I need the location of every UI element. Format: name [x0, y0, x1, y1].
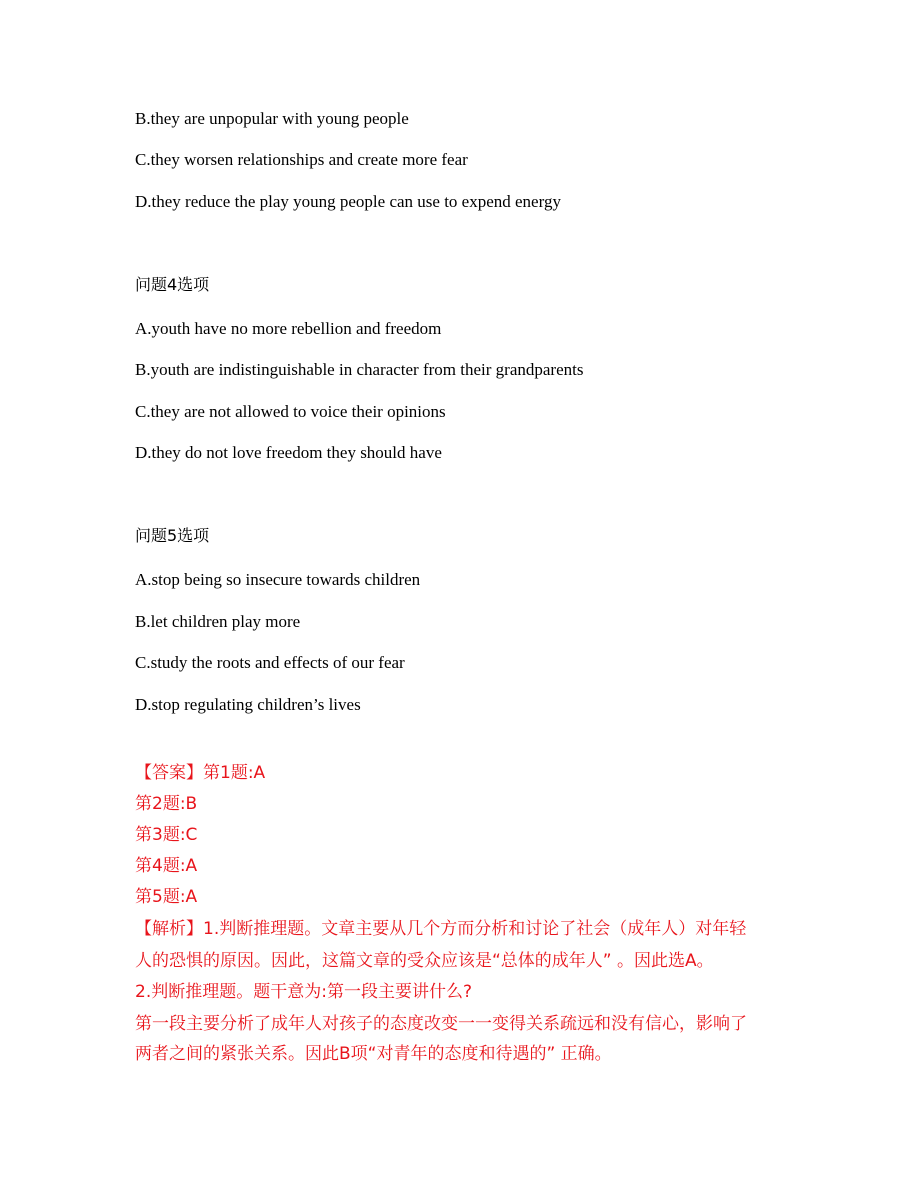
q5-option-a: A.stop being so insecure towards children [135, 570, 421, 589]
analysis-line-4: 第一段主要分析了成年人对孩子的态度改变一一变得关系疏远和没有信心，影响了 [135, 1014, 747, 1034]
q5-heading: 问题5选项 [135, 526, 210, 545]
q4-option-a: A.youth have no more rebellion and freedom [135, 319, 442, 338]
analysis-line-3: 2.判断推理题。题干意为:第一段主要讲什么? [135, 982, 472, 1002]
answer-line-2: 第2题:B [135, 794, 198, 814]
q3-option-c: C.they worsen relationships and create more fear [135, 150, 468, 169]
q4-heading: 问题4选项 [135, 275, 210, 294]
answer-line-5: 第5题:A [135, 887, 198, 907]
analysis-line-1: 【解析】1.判断推理题。文章主要从几个方而分析和讨论了社会（成年人）对年轻 [135, 919, 747, 939]
answer-line-3: 第3题:C [135, 825, 198, 845]
answer-line-4: 第4题:A [135, 856, 198, 876]
analysis-line-2: 人的恐惧的原因。因此，这篇文章的受众应该是“总体的成年人” 。因此选A。 [135, 951, 714, 971]
q5-option-b: B.let children play more [135, 612, 301, 631]
q5-option-d: D.stop regulating children’s lives [135, 695, 361, 714]
q4-option-c: C.they are not allowed to voice their opinions [135, 402, 446, 421]
q3-option-d: D.they reduce the play young people can use to expend energy [135, 192, 561, 211]
q5-option-c: C.study the roots and effects of our fear [135, 653, 405, 672]
answer-line-1: 【答案】第1题:A [135, 763, 266, 783]
analysis-line-5: 两者之间的紧张关系。因此B项“对青年的态度和待遇的” 正确。 [135, 1044, 612, 1064]
q4-option-b: B.youth are indistinguishable in character from their grandparents [135, 360, 584, 379]
q3-option-b: B.they are unpopular with young people [135, 109, 409, 128]
q4-option-d: D.they do not love freedom they should have [135, 443, 442, 462]
